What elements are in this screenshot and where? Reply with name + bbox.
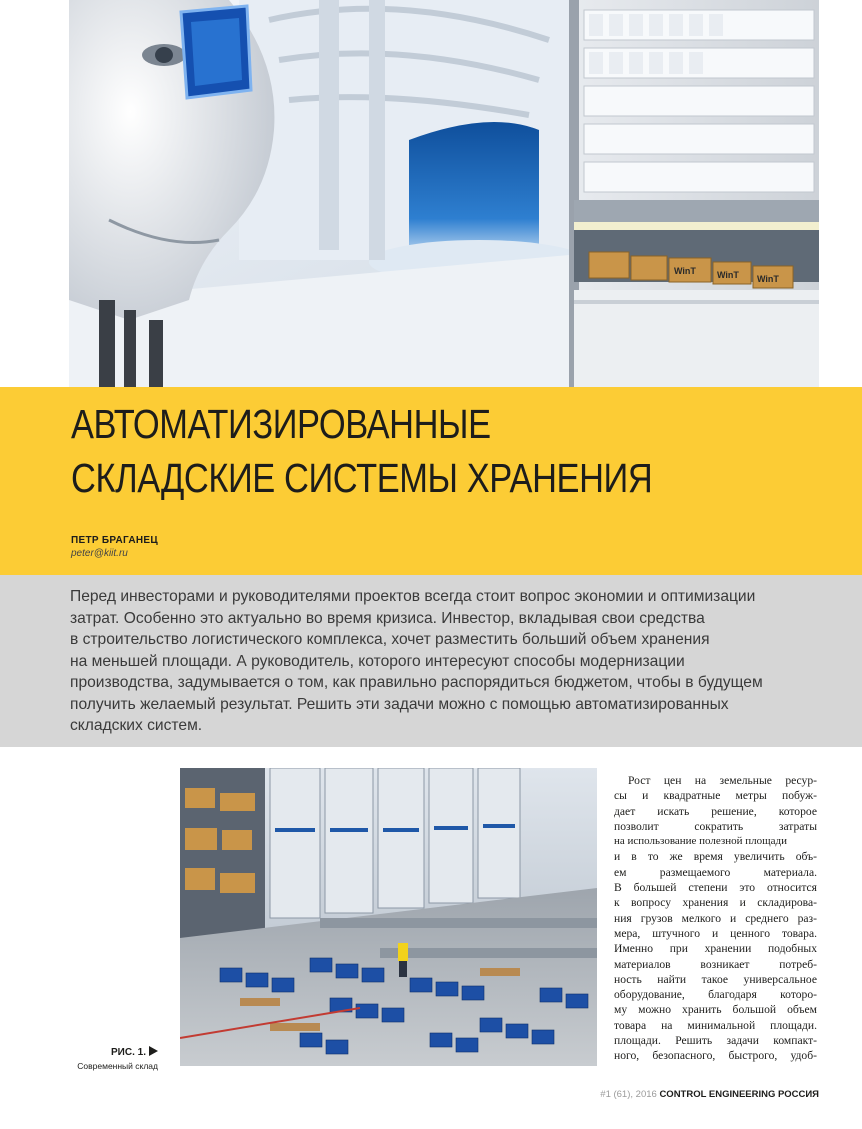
hero-box-label: WinT xyxy=(674,266,696,276)
issue-number: #1 (61), 2016 xyxy=(600,1089,657,1100)
lead-line: затрат. Особенно это актуально во время кризиса. Инвестор, вкладывая свои средства xyxy=(70,609,705,627)
lead-line: складских систем. xyxy=(70,717,203,734)
title-line: СКЛАДСКИЕ СИСТЕМЫ ХРАНЕНИЯ xyxy=(71,455,653,501)
body-line: Рост цен на земельные ресур- xyxy=(628,774,817,787)
body-line: товара на минимальной площади. xyxy=(614,1018,817,1032)
body-line: Именно при хранении подобных xyxy=(614,942,817,956)
lead-line: в строительство логистического комплекса, хочет разместить больший объем хранения xyxy=(70,631,710,648)
magazine-name: CONTROL ENGINEERING РОССИЯ xyxy=(659,1089,819,1100)
article-title xyxy=(71,397,709,505)
body-line: позволит сократить затраты xyxy=(614,819,817,833)
title-line: АВТОМАТИЗИРОВАННЫЕ xyxy=(71,401,491,447)
lead-line: на меньшей площади. А руководитель, которого интересуют способы модернизации xyxy=(70,652,685,670)
hero-image xyxy=(69,0,819,387)
body-line: ного, безопасного, быстрого, удоб- xyxy=(614,1049,817,1063)
hero-box-label: WinT xyxy=(717,270,739,280)
lead-line: производства, задумывается о том, как правильно распорядиться бюджетом, чтобы в будущем xyxy=(70,674,763,691)
author-name: ПЕТР БРАГАНЕЦ xyxy=(71,535,158,546)
author-email: peter@kiit.ru xyxy=(71,548,128,559)
body-line: ем размещаемого материала. xyxy=(614,865,817,879)
body-line: и в то же время увеличить объ- xyxy=(614,850,817,864)
body-line: к вопросу хранения и складирова- xyxy=(614,896,817,910)
body-line: ния грузов мелкого и среднего раз- xyxy=(614,911,817,925)
page-footer xyxy=(600,1089,819,1100)
body-line: площади. Решить задачи компакт- xyxy=(614,1034,817,1048)
body-line: мера, штучного и ценного товара. xyxy=(614,926,817,940)
body-line: му можно хранить большой объем xyxy=(614,1003,817,1017)
body-line: дает искать решение, которое xyxy=(614,804,817,818)
body-line: В большей степени это относится xyxy=(614,881,817,895)
figure-label-text: РИС. 1. xyxy=(111,1047,146,1058)
body-line: ность найти такое универсальное xyxy=(614,972,817,986)
body-line: материалов возникает потреб- xyxy=(614,957,817,971)
body-line: на использование полезной площади xyxy=(614,835,787,848)
arrow-right-icon xyxy=(149,1046,158,1056)
body-text xyxy=(614,773,817,1064)
lead-paragraph xyxy=(70,586,830,737)
hero-box-label: WinT xyxy=(757,274,779,284)
figure-label xyxy=(40,1046,158,1058)
figure-caption: Современный склад xyxy=(77,1061,158,1071)
lead-line: получить желаемый результат. Решить эти задачи можно с помощью автоматизированных xyxy=(70,695,729,713)
warehouse-photo xyxy=(180,768,597,1066)
body-line: оборудование, благодаря которо- xyxy=(614,988,817,1002)
lead-line: Перед инвесторами и руководителями проектов всегда стоит вопрос экономии и оптимизации xyxy=(70,588,756,605)
body-line: сы и квадратные метры побуж- xyxy=(614,789,817,803)
